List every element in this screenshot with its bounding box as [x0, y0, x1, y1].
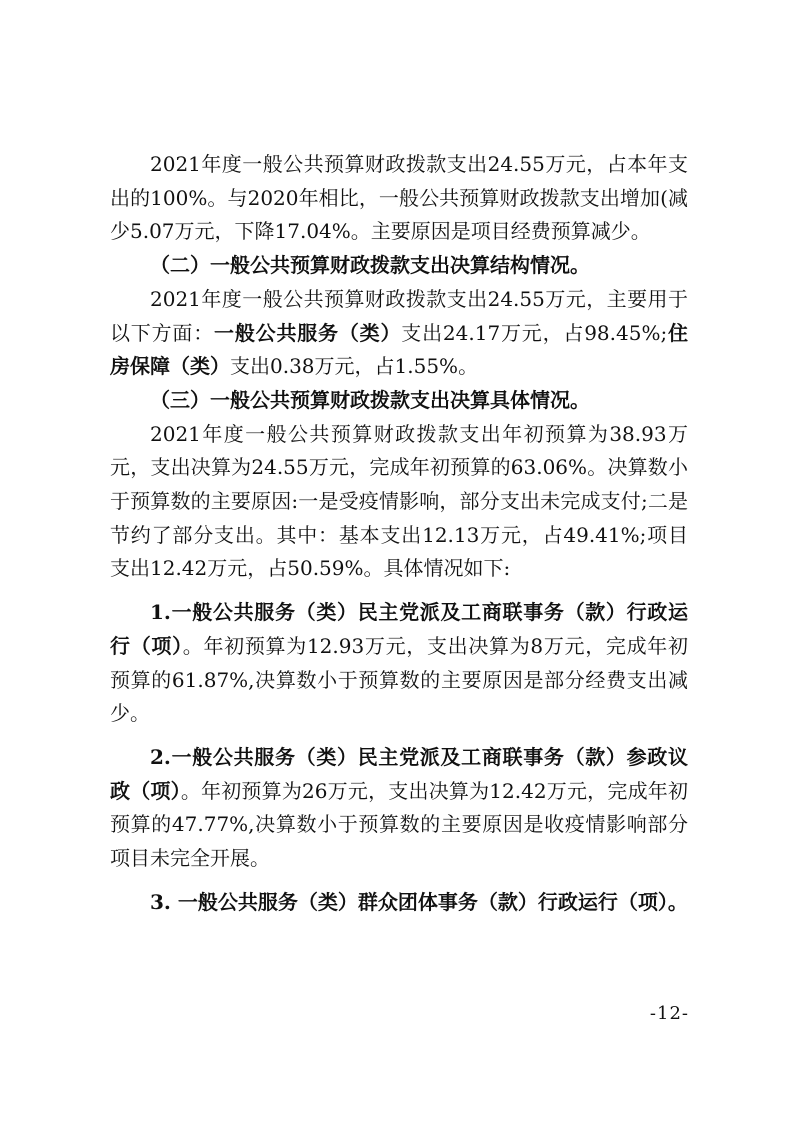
detail-item-2 [110, 741, 688, 876]
structure-intro: 2021年度一般公共预算财政拨款支出24.55万元，主要用于以下方面： [110, 286, 688, 345]
detail-item-1-label: 1.一般公共服务（类）民主党派及工商联事务（款）行政运行（项） [110, 600, 688, 658]
detail-item-1 [110, 596, 688, 731]
detail-item-3-label: 3. 一般公共服务（类）群众团体事务（款）行政运行（项）。 [150, 889, 688, 914]
structure-item2-label: 住房保障（类） [110, 320, 689, 379]
paragraph-details: 2021年度一般公共预算财政拨款支出年初预算为38.93万元，支出决算为24.55万元，完成年初预算的63.06%。决算数小于预算数的主要原因:一是受疫情影响，部分支出未完成支付;二是节约了部分支出。其中：基本支出12.13万元，占49.41%;项目支出12.42万元，占50.59%。具体情况如下: [110, 421, 688, 581]
detail-item-2-text: 。年初预算为26万元，支出决算为12.42万元，完成年初预算的47.77%,决算数小于预算数的主要原因是收疫情影响部分项目未完全开展。 [110, 778, 688, 871]
document-body [110, 148, 688, 919]
structure-item1-label: 一般公共服务（类） [214, 320, 402, 345]
structure-item1-text: 支出24.17万元，占98.45%; [401, 320, 668, 345]
heading-details: （三）一般公共预算财政拨款支出决算具体情况。 [150, 387, 590, 412]
page-number: -12- [649, 1003, 689, 1024]
paragraph-expenditure-summary: 2021年度一般公共预算财政拨款支出24.55万元，占本年支出的100%。与2020年相比，一般公共预算财政拨款支出增加(减少5.07万元，下降17.04%。主要原因是项目经费预算减少。 [110, 152, 688, 244]
detail-item-2-label: 2.一般公共服务（类）民主党派及工商联事务（款）参政议政（项） [110, 744, 688, 803]
detail-item-1-text: 。年初预算为12.93万元，支出决算为8万元，完成年初预算的61.87%,决算数小于预算数的主要原因是部分经费支出减少。 [110, 633, 689, 726]
structure-item2-text: 支出0.38万元，占1.55%。 [230, 354, 479, 379]
paragraph-structure [110, 283, 688, 384]
heading-structure: （二）一般公共预算财政拨款支出决算结构情况。 [150, 253, 590, 278]
detail-item-3 [110, 886, 688, 920]
